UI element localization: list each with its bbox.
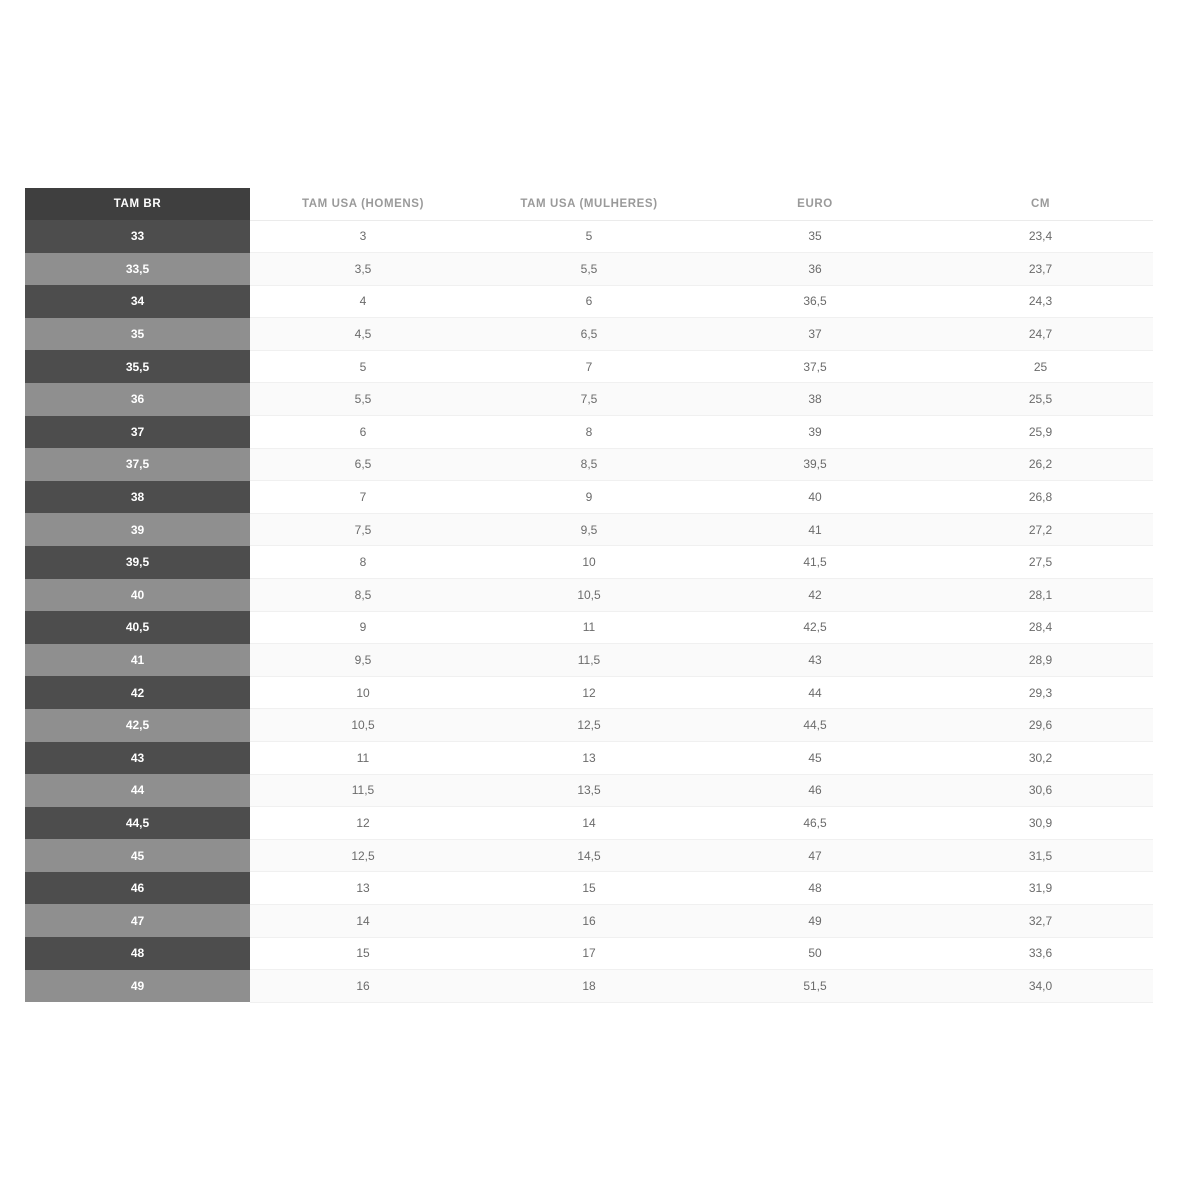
size-conversion-table: [25, 188, 1153, 1003]
table-cell: 35: [702, 220, 928, 253]
cell-tam-br: 41: [25, 644, 250, 677]
table-row: [25, 774, 1153, 807]
table-cell: 10,5: [250, 709, 476, 742]
cell-tam-br: 44: [25, 774, 250, 807]
table-cell: 12,5: [476, 709, 702, 742]
table-cell: 16: [250, 970, 476, 1003]
table-cell: 28,4: [928, 611, 1153, 644]
table-cell: 29,6: [928, 709, 1153, 742]
table-cell: 10,5: [476, 579, 702, 612]
size-chart-container: [25, 188, 1153, 1003]
cell-tam-br: 47: [25, 904, 250, 937]
table-cell: 29,3: [928, 676, 1153, 709]
column-header-2: TAM USA (MULHERES): [476, 188, 702, 220]
table-cell: 8,5: [476, 448, 702, 481]
table-row: [25, 513, 1153, 546]
cell-tam-br: 39: [25, 513, 250, 546]
table-cell: 46,5: [702, 807, 928, 840]
table-cell: 3,5: [250, 253, 476, 286]
cell-tam-br: 36: [25, 383, 250, 416]
table-cell: 4,5: [250, 318, 476, 351]
table-cell: 9: [250, 611, 476, 644]
table-cell: 32,7: [928, 904, 1153, 937]
table-cell: 51,5: [702, 970, 928, 1003]
table-cell: 24,7: [928, 318, 1153, 351]
table-cell: 5,5: [250, 383, 476, 416]
table-cell: 8,5: [250, 579, 476, 612]
table-row: [25, 970, 1153, 1003]
table-row: [25, 937, 1153, 970]
table-cell: 9,5: [250, 644, 476, 677]
table-cell: 30,6: [928, 774, 1153, 807]
table-cell: 15: [250, 937, 476, 970]
table-cell: 15: [476, 872, 702, 905]
table-header: [25, 188, 1153, 220]
table-cell: 10: [250, 676, 476, 709]
table-cell: 38: [702, 383, 928, 416]
table-row: [25, 481, 1153, 514]
cell-tam-br: 40,5: [25, 611, 250, 644]
table-body: [25, 220, 1153, 1002]
table-cell: 28,9: [928, 644, 1153, 677]
table-cell: 8: [476, 416, 702, 449]
table-cell: 3: [250, 220, 476, 253]
table-cell: 11: [250, 742, 476, 775]
table-cell: 26,8: [928, 481, 1153, 514]
column-header-3: EURO: [702, 188, 928, 220]
table-cell: 31,9: [928, 872, 1153, 905]
cell-tam-br: 38: [25, 481, 250, 514]
table-cell: 43: [702, 644, 928, 677]
table-cell: 11: [476, 611, 702, 644]
table-row: [25, 611, 1153, 644]
table-row: [25, 253, 1153, 286]
table-cell: 41: [702, 513, 928, 546]
table-cell: 40: [702, 481, 928, 514]
table-cell: 46: [702, 774, 928, 807]
table-cell: 16: [476, 904, 702, 937]
table-cell: 14,5: [476, 839, 702, 872]
table-cell: 14: [476, 807, 702, 840]
cell-tam-br: 43: [25, 742, 250, 775]
table-cell: 6: [476, 285, 702, 318]
table-cell: 36: [702, 253, 928, 286]
table-row: [25, 676, 1153, 709]
table-cell: 6,5: [476, 318, 702, 351]
table-row: [25, 318, 1153, 351]
cell-tam-br: 46: [25, 872, 250, 905]
cell-tam-br: 37,5: [25, 448, 250, 481]
table-cell: 45: [702, 742, 928, 775]
table-cell: 49: [702, 904, 928, 937]
table-cell: 12,5: [250, 839, 476, 872]
table-row: [25, 220, 1153, 253]
table-cell: 5: [476, 220, 702, 253]
table-cell: 23,7: [928, 253, 1153, 286]
table-cell: 14: [250, 904, 476, 937]
column-header-4: CM: [928, 188, 1153, 220]
table-cell: 5: [250, 350, 476, 383]
table-cell: 33,6: [928, 937, 1153, 970]
table-row: [25, 709, 1153, 742]
table-cell: 24,3: [928, 285, 1153, 318]
table-cell: 13: [250, 872, 476, 905]
table-cell: 50: [702, 937, 928, 970]
table-cell: 4: [250, 285, 476, 318]
cell-tam-br: 35,5: [25, 350, 250, 383]
table-cell: 18: [476, 970, 702, 1003]
table-cell: 13,5: [476, 774, 702, 807]
cell-tam-br: 39,5: [25, 546, 250, 579]
table-cell: 23,4: [928, 220, 1153, 253]
cell-tam-br: 49: [25, 970, 250, 1003]
table-row: [25, 742, 1153, 775]
table-cell: 9,5: [476, 513, 702, 546]
table-cell: 42,5: [702, 611, 928, 644]
table-row: [25, 383, 1153, 416]
table-cell: 36,5: [702, 285, 928, 318]
table-row: [25, 448, 1153, 481]
table-row: [25, 416, 1153, 449]
cell-tam-br: 40: [25, 579, 250, 612]
table-cell: 34,0: [928, 970, 1153, 1003]
table-cell: 48: [702, 872, 928, 905]
table-cell: 27,2: [928, 513, 1153, 546]
table-cell: 30,9: [928, 807, 1153, 840]
column-header-0: TAM BR: [25, 188, 250, 220]
table-cell: 28,1: [928, 579, 1153, 612]
table-cell: 39,5: [702, 448, 928, 481]
table-row: [25, 839, 1153, 872]
table-cell: 25,9: [928, 416, 1153, 449]
table-cell: 11,5: [250, 774, 476, 807]
table-cell: 39: [702, 416, 928, 449]
table-cell: 8: [250, 546, 476, 579]
table-cell: 25,5: [928, 383, 1153, 416]
table-cell: 10: [476, 546, 702, 579]
table-cell: 7: [476, 350, 702, 383]
cell-tam-br: 35: [25, 318, 250, 351]
table-cell: 44,5: [702, 709, 928, 742]
table-row: [25, 350, 1153, 383]
table-cell: 17: [476, 937, 702, 970]
table-cell: 7,5: [250, 513, 476, 546]
table-row: [25, 285, 1153, 318]
table-cell: 13: [476, 742, 702, 775]
table-row: [25, 872, 1153, 905]
cell-tam-br: 33,5: [25, 253, 250, 286]
table-cell: 31,5: [928, 839, 1153, 872]
table-cell: 27,5: [928, 546, 1153, 579]
table-cell: 42: [702, 579, 928, 612]
table-cell: 6: [250, 416, 476, 449]
table-header-row: [25, 188, 1153, 220]
table-cell: 6,5: [250, 448, 476, 481]
table-cell: 30,2: [928, 742, 1153, 775]
table-row: [25, 644, 1153, 677]
cell-tam-br: 33: [25, 220, 250, 253]
table-cell: 25: [928, 350, 1153, 383]
table-cell: 11,5: [476, 644, 702, 677]
table-cell: 9: [476, 481, 702, 514]
table-cell: 44: [702, 676, 928, 709]
table-cell: 37,5: [702, 350, 928, 383]
table-cell: 12: [476, 676, 702, 709]
cell-tam-br: 34: [25, 285, 250, 318]
table-row: [25, 904, 1153, 937]
cell-tam-br: 44,5: [25, 807, 250, 840]
table-row: [25, 579, 1153, 612]
cell-tam-br: 42: [25, 676, 250, 709]
table-cell: 5,5: [476, 253, 702, 286]
table-cell: 37: [702, 318, 928, 351]
cell-tam-br: 42,5: [25, 709, 250, 742]
table-cell: 12: [250, 807, 476, 840]
table-row: [25, 546, 1153, 579]
table-cell: 7,5: [476, 383, 702, 416]
table-row: [25, 807, 1153, 840]
table-cell: 47: [702, 839, 928, 872]
cell-tam-br: 37: [25, 416, 250, 449]
cell-tam-br: 45: [25, 839, 250, 872]
table-cell: 41,5: [702, 546, 928, 579]
cell-tam-br: 48: [25, 937, 250, 970]
table-cell: 7: [250, 481, 476, 514]
column-header-1: TAM USA (HOMENS): [250, 188, 476, 220]
table-cell: 26,2: [928, 448, 1153, 481]
